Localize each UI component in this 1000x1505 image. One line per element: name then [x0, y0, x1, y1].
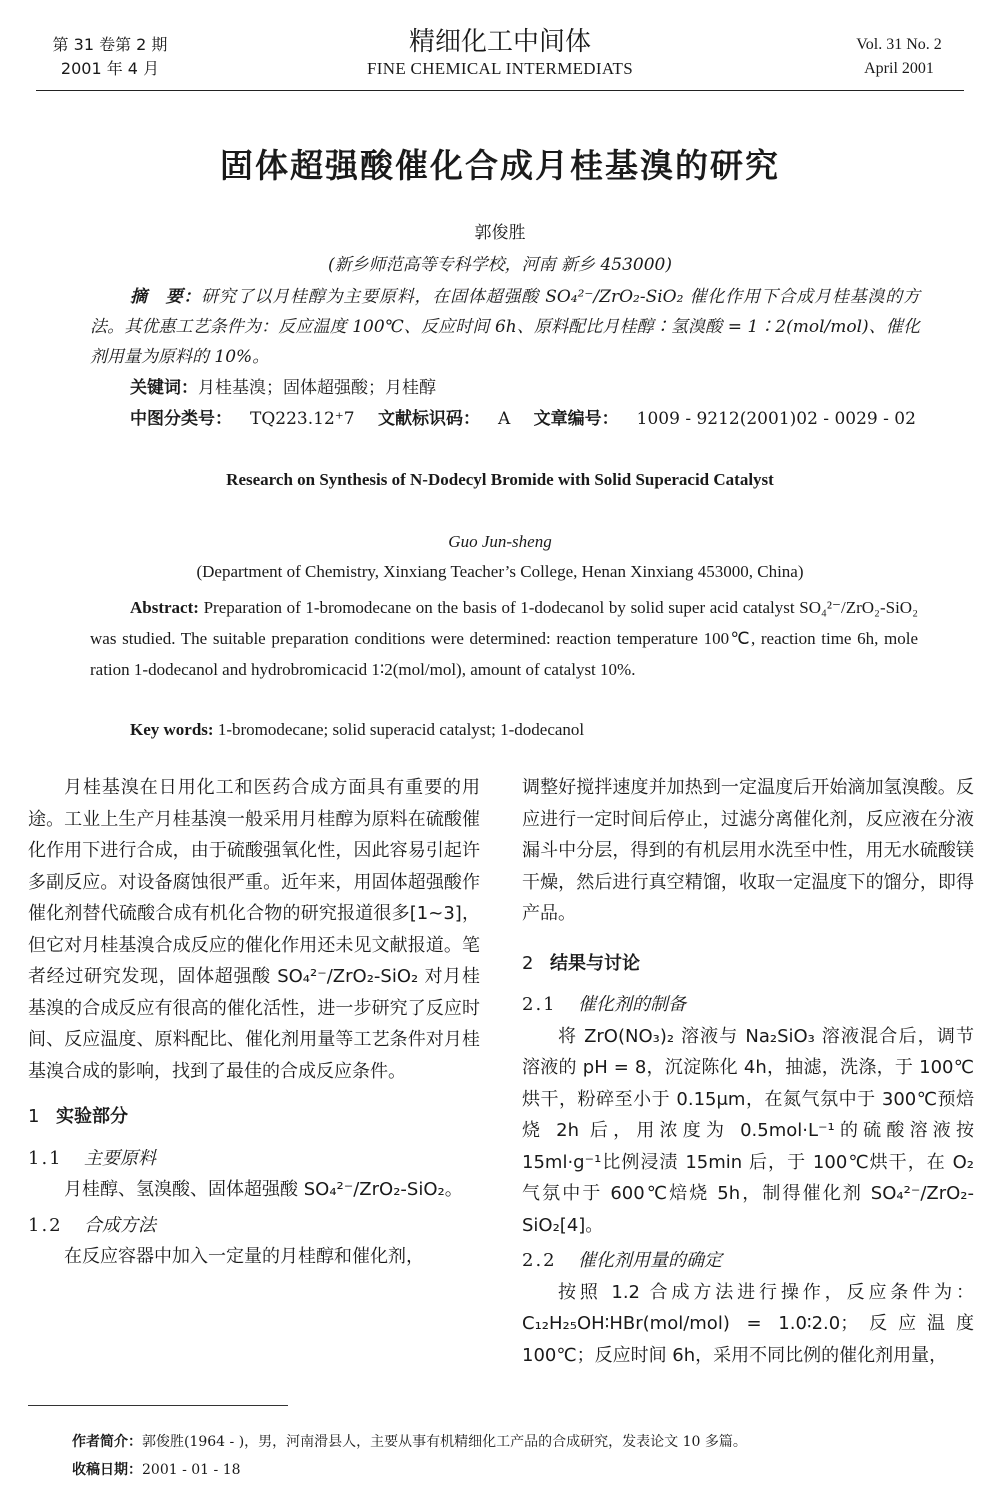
date-cn: 2001 年 4 月	[60, 59, 160, 78]
author-bio-text: 郭俊胜(1964 - )，男，河南滑县人，主要从事有机精细化工产品的合成研究，发表论文 10 多篇。	[142, 1434, 747, 1450]
body-column-left	[28, 772, 480, 1273]
header-center	[300, 26, 700, 80]
subsection-2-2-text: 按照 1.2 合成方法进行操作，反应条件为：C₁₂H₂₅OH∶HBr(mol/mol) = 1.0∶2.0；反应温度 100℃；反应时间 6h，采用不同比例的催化剂用量，	[522, 1281, 974, 1366]
received-date-label: 收稿日期：	[72, 1462, 142, 1478]
article-no-label: 文章编号：	[533, 409, 619, 429]
keywords-cn	[90, 373, 960, 403]
subsection-2-1-title: 催化剂的制备	[578, 994, 686, 1015]
article-no-value: 1009 - 9212(2001)02 - 0029 - 02	[636, 409, 916, 429]
classification-line	[90, 404, 960, 434]
journal-name-cn: 精细化工中间体	[408, 27, 591, 57]
section-1-number: 1	[28, 1106, 40, 1127]
subsection-1-2-number: 1.2	[28, 1214, 63, 1236]
keywords-en-text: 1-bromodecane; solid superacid catalyst; 1-dodecanol	[217, 720, 585, 739]
subsection-2-2-heading	[522, 1245, 974, 1277]
footnote-rule	[28, 1405, 288, 1406]
header-right	[834, 33, 964, 81]
subsection-1-2-heading	[28, 1210, 480, 1242]
affiliation-cn: (新乡师范高等专科学校，河南 新乡 453000)	[328, 255, 672, 275]
subsection-2-2-title: 催化剂用量的确定	[578, 1250, 722, 1271]
doc-code-label: 文献标识码：	[377, 409, 480, 429]
subsection-1-1-title: 主要原料	[84, 1147, 156, 1169]
intro-paragraph: 月桂基溴在日用化工和医药合成方面具有重要的用途。工业上生产月桂基溴一般采用月桂醇为原料在硫酸催化作用下进行合成，由于硫酸强氧化性，因此容易引起许多副反应。对设备腐蚀很严重。近年来，用固体超强酸作催化剂替代硫酸合成有机化合物的研究报道很多[1~3]，但它对月桂基溴合成反应的催化作用还未见文献报道。笔者经过研究发现，固体超强酸 SO₄²⁻/ZrO₂-SiO₂ 对月桂基溴的合成反应有很高的催化活性，进一步研究了反应时间、反应温度、原料配比、催化剂用量等工艺条件对月桂基溴合成的影响，找到了最佳的合成反应条件。	[28, 777, 480, 1082]
keywords-cn-label: 关键词：	[130, 378, 198, 398]
clc-value: TQ223.12⁺7	[250, 409, 355, 429]
keywords-en-label: Key words:	[130, 720, 214, 739]
article-title-cn: 固体超强酸催化合成月桂基溴的研究	[220, 146, 780, 185]
keywords-cn-text: 月桂基溴；固体超强酸；月桂醇	[198, 378, 436, 398]
section-1-heading	[28, 1101, 480, 1133]
subsection-2-1-number: 2.1	[522, 994, 557, 1015]
header-rule	[36, 90, 964, 91]
subsection-2-1-heading	[522, 989, 974, 1021]
subsection-2-2-number: 2.2	[522, 1250, 557, 1271]
author-en: Guo Jun-sheng	[448, 532, 552, 551]
abstract-en	[90, 592, 918, 685]
section-2-number: 2	[522, 952, 534, 974]
volume-issue-cn: 第 31 卷第 2 期	[52, 35, 168, 54]
abstract-cn-label: 摘 要：	[130, 287, 202, 307]
clc-label: 中图分类号：	[130, 409, 232, 429]
received-date-text: 2001 - 01 - 18	[142, 1462, 241, 1478]
author-bio-footnote	[72, 1432, 747, 1452]
abstract-cn	[90, 282, 920, 372]
subsection-1-1-text: 月桂醇、氢溴酸、固体超强酸 SO₄²⁻/ZrO₂-SiO₂。	[64, 1179, 463, 1200]
abstract-en-text: Preparation of 1-bromodecane on the basis of 1-dodecanol by solid super acid catalyst SO₄²⁻/ZrO₂-SiO₂ was studied. The suitable preparation conditions were determined: reaction temperature 100℃, reaction time 6h, mole ration 1-dodecanol and hydrobromicacid 1∶2(mol/mol), amount of catalyst 10%.	[90, 598, 919, 679]
section-2-heading	[522, 948, 974, 980]
subsection-1-2-title: 合成方法	[84, 1214, 156, 1236]
subsection-2-1-text: 将 ZrO(NO₃)₂ 溶液与 Na₂SiO₃ 溶液混合后，调节溶液的 pH = 8，沉淀陈化 4h，抽滤，洗涤，于 100℃烘干，粉碎至小于 0.15μm，在氮气氛中于 300℃预焙烧 2h 后，用浓度为 0.5mol·L⁻¹的硫酸溶液按 15ml·g⁻¹比例浸渍 15min 后，于 100℃烘干，在 O₂ 气氛中于 600℃焙烧 5h，制得催化剂 SO₄²⁻/ZrO₂-SiO₂[4]。	[522, 1025, 974, 1236]
subsection-1-1-heading	[28, 1143, 480, 1175]
section-2-title: 结果与讨论	[550, 952, 640, 974]
journal-name-en: FINE CHEMICAL INTERMEDIATS	[367, 59, 633, 78]
keywords-en	[90, 714, 958, 745]
method-continued-paragraph: 调整好搅拌速度并加热到一定温度后开始滴加氢溴酸。反应进行一定时间后停止，过滤分离催化剂，反应液在分液漏斗中分层，得到的有机层用水洗至中性，用无水硫酸镁干燥，然后进行真空精馏，收取一定温度下的馏分，即得产品。	[522, 777, 974, 924]
header-left	[40, 33, 180, 81]
author-cn: 郭俊胜	[474, 223, 526, 243]
abstract-cn-text: 研究了以月桂醇为主要原料，在固体超强酸 SO₄²⁻/ZrO₂-SiO₂ 催化作用下合成月桂基溴的方法。其优惠工艺条件为：反应温度 100℃、反应时间 6h、原料配比月桂醇∶氢溴酸 = 1∶2(mol/mol)、催化剂用量为原料的 10%。	[90, 287, 920, 367]
received-date-footnote	[72, 1460, 241, 1480]
doc-code-value: A	[497, 409, 511, 429]
abstract-en-label: Abstract:	[130, 598, 199, 617]
subsection-1-1-number: 1.1	[28, 1147, 63, 1169]
volume-issue-en: Vol. 31 No. 2	[856, 36, 942, 53]
article-title-en: Research on Synthesis of N-Dodecyl Bromide with Solid Superacid Catalyst	[226, 470, 774, 489]
date-en: April 2001	[864, 60, 934, 77]
section-1-title: 实验部分	[56, 1106, 128, 1127]
author-bio-label: 作者简介：	[72, 1434, 142, 1450]
subsection-1-2-text: 在反应容器中加入一定量的月桂醇和催化剂，	[64, 1246, 424, 1267]
affiliation-en: (Department of Chemistry, Xinxiang Teacher’s College, Henan Xinxiang 453000, China)	[196, 562, 804, 581]
body-column-right	[522, 772, 974, 1371]
